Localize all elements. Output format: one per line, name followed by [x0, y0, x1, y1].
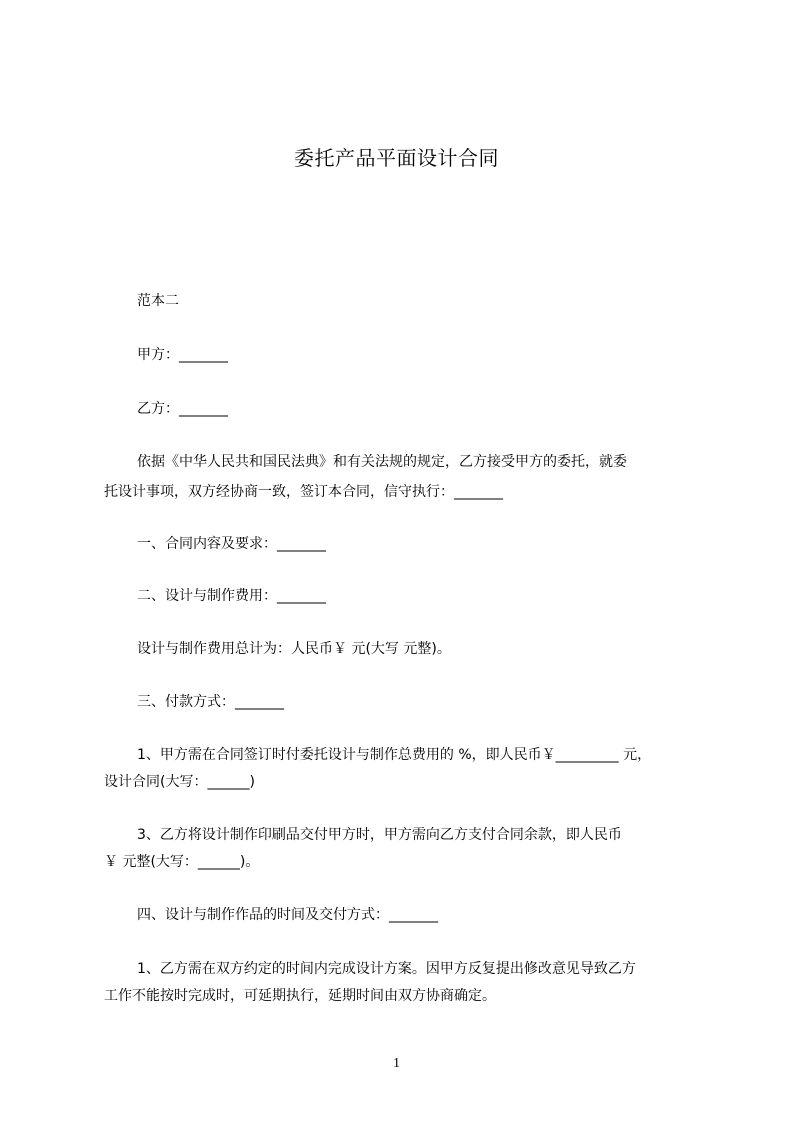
section-4-heading: 四、设计与制作作品的时间及交付方式：_______ [137, 907, 438, 923]
delivery-clause-1-line-1: 1、乙方需在双方约定的时间内完成设计方案。因甲方反复提出修改意见导致乙方 [137, 961, 636, 977]
payment-clause-1-line-2: 设计合同(大写：______) [104, 774, 255, 790]
section-1-heading: 一、合同内容及要求：_______ [137, 536, 326, 552]
party-a-line: 甲方：_______ [137, 347, 228, 363]
party-b-line: 乙方：_______ [137, 401, 228, 417]
document-title: 委托产品平面设计合同 [294, 146, 499, 170]
template-label: 范本二 [137, 293, 179, 309]
payment-clause-3-line-2: ￥ 元整(大写：______)。 [104, 854, 260, 870]
payment-clause-1-line-1: 1、甲方需在合同签订时付委托设计与制作总费用的 %，即人民币￥_________ 元， [137, 747, 652, 763]
preamble-line-1: 依据《中华人民共和国民法典》和有关法规的规定，乙方接受甲方的委托，就委 [137, 454, 627, 470]
section-3-heading: 三、付款方式：_______ [137, 694, 284, 710]
payment-clause-3-line-1: 3、乙方将设计制作印刷品交付甲方时，甲方需向乙方支付合同余款，即人民币 [137, 827, 622, 843]
section-2-heading: 二、设计与制作费用：_______ [137, 588, 326, 604]
delivery-clause-1-line-2: 工作不能按时完成时，可延期执行，延期时间由双方协商确定。 [104, 988, 496, 1004]
preamble-line-2: 托设计事项，双方经协商一致，签订本合同，信守执行：_______ [104, 484, 503, 500]
page-number: 1 [393, 1056, 400, 1071]
total-fee-line: 设计与制作费用总计为：人民币￥ 元(大写 元整)。 [137, 641, 451, 657]
